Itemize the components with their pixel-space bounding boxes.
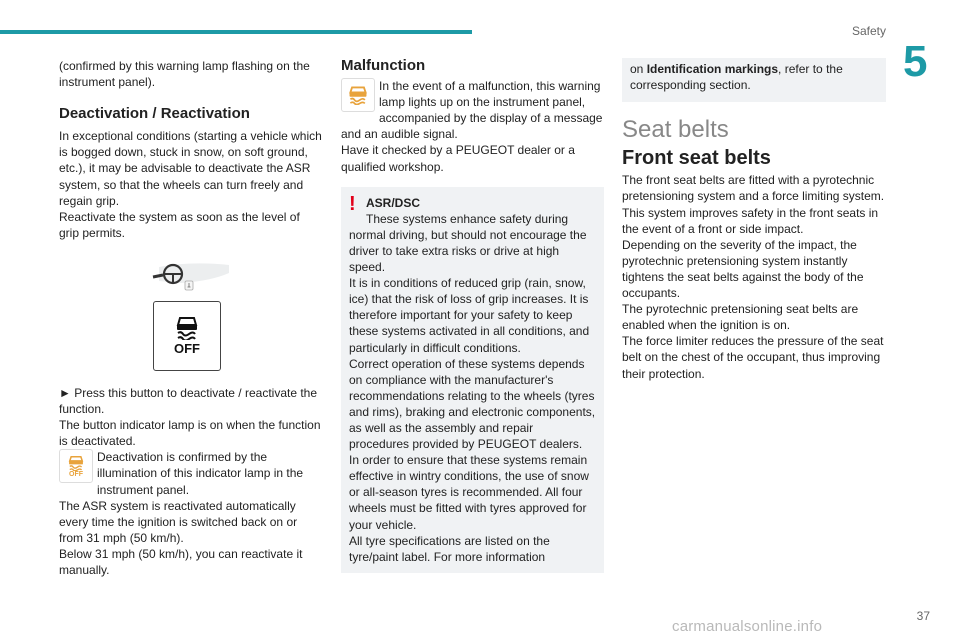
column-3 <box>622 58 886 382</box>
section-title: Safety <box>851 24 886 38</box>
deactivation-para-2: Reactivate the system as soon as the level of grip permits. <box>59 209 300 240</box>
watermark: carmanualsonline.info <box>672 618 823 635</box>
front-seat-belts-heading: Front seat belts <box>622 147 771 170</box>
exclamation-warning-icon: ! <box>349 192 356 215</box>
traction-control-icon <box>174 316 200 340</box>
press-button-instruction: ► Press this button to deactivate / reactivate the function. <box>59 385 318 417</box>
dealer-check-text: Have it checked by a PEUGEOT dealer or a qualified workshop. <box>341 143 575 174</box>
seatbelt-para-1: The front seat belts are fitted with a pyrotechnic pretensioning system and a force limiting system. <box>622 173 885 204</box>
dashboard-illustration-icon <box>151 259 231 291</box>
indicator-off-label: OFF <box>69 470 83 478</box>
indicator-lamp-text: The button indicator lamp is on when the function is deactivated. <box>59 418 321 449</box>
malfunction-text: In the event of a malfunction, this warning lamp lights up on the instrument panel, accompanied by the display of a message and an audible signal. <box>341 79 603 142</box>
seatbelt-para-5: The force limiter reduces the pressure of the seat belt on the chest of the occupant, thus improving their protection. <box>622 334 884 381</box>
header-accent-bar <box>0 30 472 34</box>
warning-box-para-2: It is in conditions of reduced grip (rain, snow, ice) that the risk of loss of grip increases. It is therefore important for your safety to keep these systems activated in all conditions, and particularly in difficult conditions. <box>349 276 590 355</box>
identification-markings-ref: Identification markings <box>646 62 779 76</box>
warning-box-para-5: All tyre specifications are listed on the tyre/paint label. For more information <box>349 533 550 564</box>
deactivation-confirmed-text: Deactivation is confirmed by the illumination of this indicator lamp in the instrument panel. <box>97 450 304 497</box>
continued-warning-box <box>622 58 886 102</box>
warning-box-title: ASR/DSC <box>366 195 421 210</box>
seatbelt-para-2: This system improves safety in the front seats in the event of a front or side impact. <box>622 205 879 236</box>
seat-belts-heading: Seat belts <box>622 116 729 144</box>
chapter-number: 5 <box>903 37 928 86</box>
intro-text: (confirmed by this warning lamp flashing on the instrument panel). <box>59 59 310 90</box>
seatbelt-para-3: Depending on the severity of the impact, the pyrotechnic pretensioning system instantly tightens the seat belts against the body of the occupants. <box>622 237 864 301</box>
continued-box-text: on Identification markings, refer to the corresponding section. <box>630 62 843 93</box>
asr-off-button[interactable] <box>153 301 221 371</box>
malfunction-heading: Malfunction <box>341 57 426 74</box>
button-off-label: OFF <box>174 341 200 357</box>
asr-off-indicator-icon <box>59 449 93 483</box>
auto-reactivation-text: The ASR system is reactivated automatically every time the ignition is switched back on or from 31 mph (50 km/h). <box>59 498 298 545</box>
deactivation-para-1: In exceptional conditions (starting a vehicle which is bogged down, stuck in snow, on soft ground, etc.), it may be advisable to deactivate the ASR system, so that the wheels can turn freely and regain grip. <box>59 129 322 208</box>
traction-warning-icon <box>341 78 375 112</box>
column-1 <box>59 58 323 578</box>
warning-box-para-4: In order to ensure that these systems remain effective in wintry conditions, the use of snow or all-season tyres is recommended. All four wheels must be fitted with tyres approved for your vehicle. <box>349 453 589 532</box>
warning-box-para-1: These systems enhance safety during normal driving, but should not encourage the driver to take extra risks or drive at high speed. <box>349 211 587 275</box>
asr-dsc-warning-box <box>341 187 604 573</box>
column-2 <box>341 58 604 573</box>
deactivation-heading: Deactivation / Reactivation <box>59 105 250 123</box>
warning-box-para-3: Correct operation of these systems depends on compliance with the manufacturer's recommendations relating to the wheels (tyres and rims), braking and electronic components, as well as the assembly and repair procedures provided by PEUGEOT dealers. <box>349 356 596 452</box>
seatbelt-para-4: The pyrotechnic pretensioning seat belts are enabled when the ignition is on. <box>622 302 859 333</box>
manual-reactivation-text: Below 31 mph (50 km/h), you can reactivate it manually. <box>59 546 303 577</box>
page-number: 37 <box>916 609 930 623</box>
